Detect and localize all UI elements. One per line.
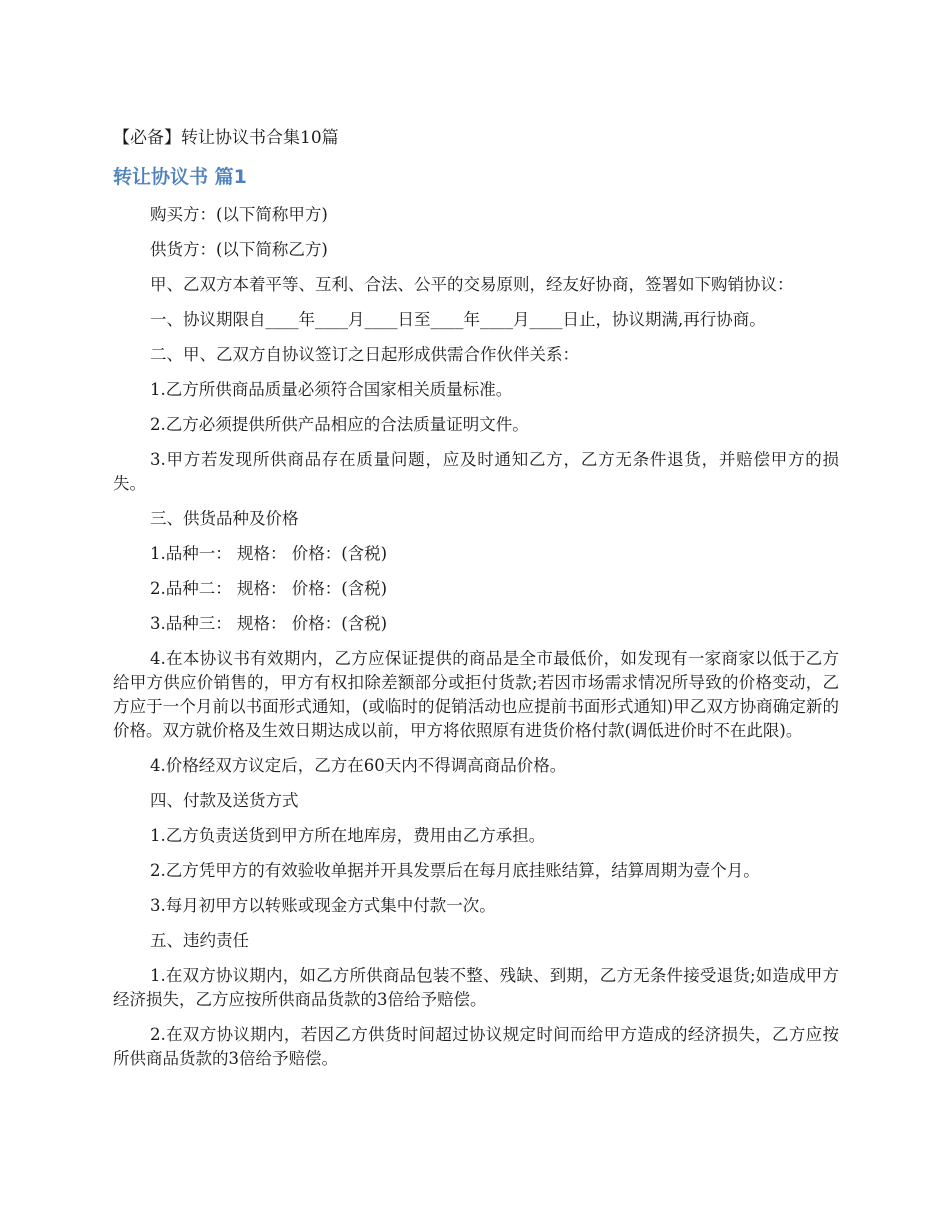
paragraph: 二、甲、乙双方自协议签订之日起形成供需合作伙伴关系：	[150, 345, 579, 364]
paragraph: 2.在双方协议期内，若因乙方供货时间超过协议规定时间而给甲方造成的经济损失，乙方应按所供商品货款的3倍给予赔偿。	[113, 1025, 839, 1068]
paragraph: 四、付款及送货方式	[150, 791, 299, 810]
paragraph: 3.每月初甲方以转账或现金方式集中付款一次。	[150, 896, 496, 915]
paragraph: 三、供货品种及价格	[150, 509, 299, 528]
paragraph: 4.价格经双方议定后，乙方在60天内不得调高商品价格。	[150, 756, 567, 775]
section-heading: 转让协议书 篇1	[113, 166, 247, 188]
paragraph: 1.品种一： 规格： 价格：(含税)	[150, 544, 388, 563]
paragraph: 供货方：(以下简称乙方)	[150, 240, 328, 259]
paragraph: 1.在双方协议期内，如乙方所供商品包装不整、残缺、到期，乙方无条件接受退货;如造成甲方经济损失，乙方应按所供商品货款的3倍给予赔偿。	[113, 966, 839, 1009]
paragraph: 4.在本协议书有效期内，乙方应保证提供的商品是全市最低价，如发现有一家商家以低于乙方给甲方供应价销售的，甲方有权扣除差额部分或拒付货款;若因市场需求情况所导致的价格变动，乙方应于一个月前以书面形式通知，(或临时的促销活动也应提前书面形式通知)甲乙双方协商确定新的价格。双方就价格及生效日期达成以前，甲方将依照原有进货价格付款(调低进价时不在此限)。	[113, 649, 839, 740]
document-title: 【必备】转让协议书合集10篇	[113, 128, 339, 148]
paragraph: 甲、乙双方本着平等、互利、合法、公平的交易原则，经友好协商，签署如下购销协议：	[150, 275, 794, 294]
paragraph: 五、违约责任	[150, 931, 249, 950]
paragraph: 3.品种三： 规格： 价格：(含税)	[150, 614, 388, 633]
paragraph: 2.乙方必须提供所供产品相应的合法质量证明文件。	[150, 415, 529, 434]
paragraph: 一、协议期限自____年____月____日至____年____月____日止，协议期满,再行协商。	[150, 310, 766, 329]
paragraph: 1.乙方负责送货到甲方所在地库房，费用由乙方承担。	[150, 826, 546, 845]
paragraph: 2.品种二： 规格： 价格：(含税)	[150, 579, 388, 598]
document-body	[113, 203, 839, 1082]
paragraph: 1.乙方所供商品质量必须符合国家相关质量标准。	[150, 380, 513, 399]
paragraph: 购买方：(以下简称甲方)	[150, 205, 328, 224]
paragraph: 3.甲方若发现所供商品存在质量问题，应及时通知乙方，乙方无条件退货，并赔偿甲方的损失。	[113, 450, 839, 493]
paragraph: 2.乙方凭甲方的有效验收单据并开具发票后在每月底挂账结算，结算周期为壹个月。	[150, 861, 760, 880]
